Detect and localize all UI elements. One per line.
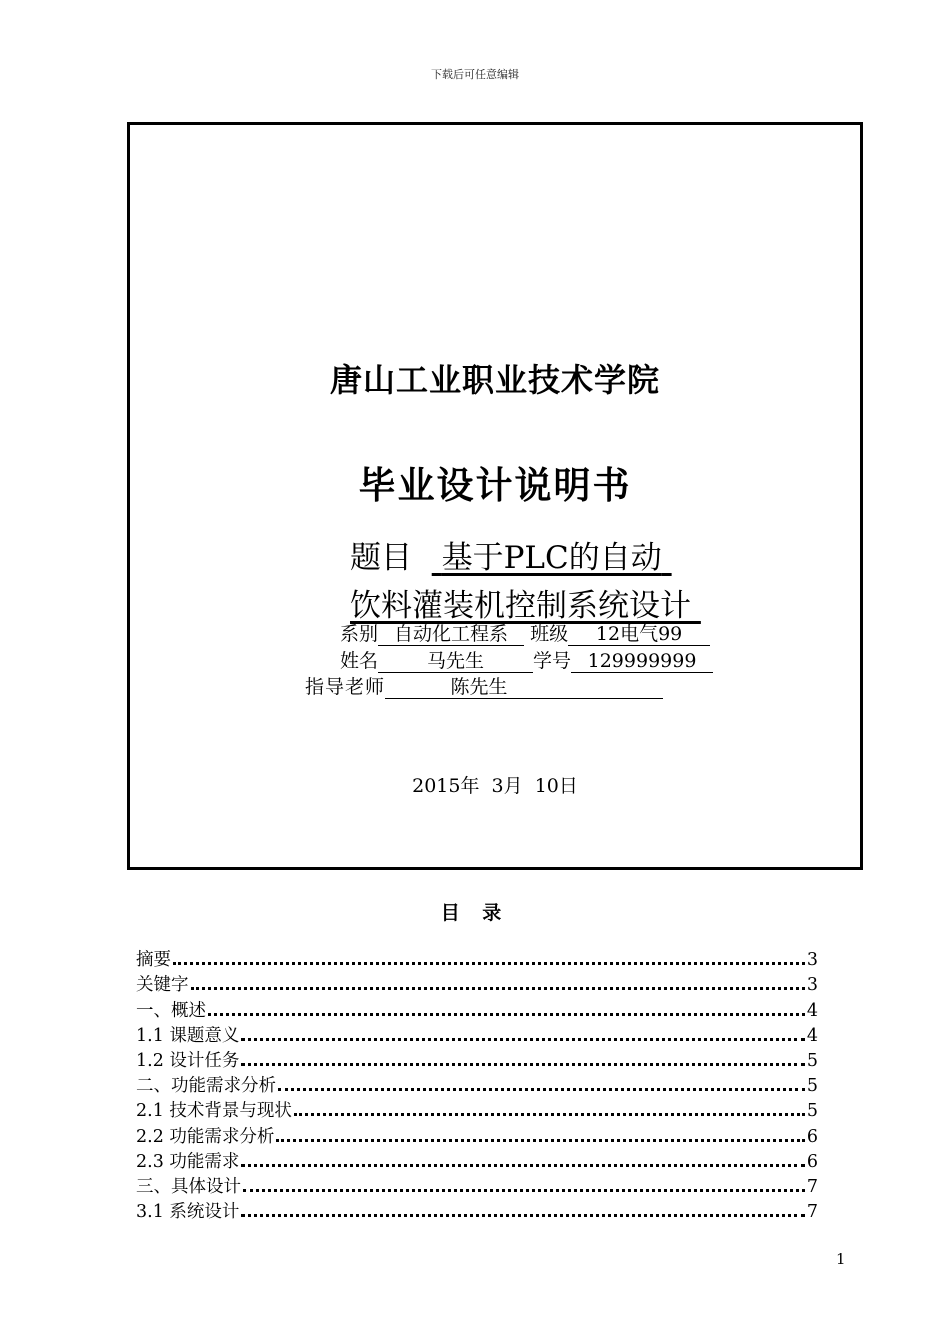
toc-leader <box>241 1214 804 1217</box>
toc-heading: 目 录 <box>440 902 510 924</box>
toc-item[interactable]: 一、概述 4 <box>136 1000 818 1021</box>
document-title: 毕业设计说明书 <box>358 463 632 507</box>
toc-leader <box>191 987 805 990</box>
toc-item[interactable]: 二、功能需求分析 5 <box>136 1076 818 1097</box>
advisor-label: 指导老师 <box>305 676 386 698</box>
toc-leader <box>241 1063 804 1066</box>
name-label: 姓名 <box>340 650 379 672</box>
page-number: 1 <box>836 1250 846 1268</box>
dept-class-row <box>340 621 710 647</box>
toc-item[interactable]: 关键字 3 <box>136 975 818 996</box>
toc-item[interactable]: 1.2 设计任务 5 <box>136 1050 818 1071</box>
cover-frame <box>127 122 863 870</box>
advisor-row <box>305 674 663 700</box>
class-label: 班级 <box>530 623 569 645</box>
advisor-value: 陈先生 <box>450 676 508 698</box>
toc-leader <box>241 1164 804 1167</box>
toc-leader <box>241 1038 804 1041</box>
toc-item[interactable]: 2.3 功能需求 6 <box>136 1151 818 1172</box>
toc-leader <box>276 1139 804 1142</box>
name-value: 马先生 <box>378 650 533 673</box>
subject-line-1 <box>350 532 672 577</box>
toc-item[interactable]: 1.1 课题意义 4 <box>136 1025 818 1046</box>
subject-value-1: 基于PLC的自动 <box>441 540 662 576</box>
toc-leader <box>278 1088 805 1091</box>
id-label: 学号 <box>533 650 572 672</box>
id-value: 129999999 <box>571 650 713 673</box>
toc-item[interactable]: 2.2 功能需求分析 6 <box>136 1126 818 1147</box>
subject-value-2: 饮料灌装机控制系统设计 <box>350 588 691 624</box>
class-value: 12电气99 <box>568 623 710 646</box>
name-id-row <box>340 648 713 674</box>
subject-line-2 <box>350 580 701 625</box>
dept-label: 系别 <box>340 623 379 645</box>
toc-item[interactable]: 3.1 系统设计 7 <box>136 1202 818 1223</box>
toc-item[interactable]: 2.1 技术背景与现状 5 <box>136 1101 818 1122</box>
cover-date: 2015年 3月 10日 <box>412 775 578 797</box>
toc-leader <box>294 1113 805 1116</box>
toc-item[interactable]: 三、具体设计 7 <box>136 1176 818 1197</box>
subject-label: 题目 <box>350 540 412 576</box>
toc-leader <box>208 1013 805 1016</box>
toc-item[interactable]: 摘要 3 <box>136 950 818 971</box>
toc-leader <box>243 1189 805 1192</box>
toc-leader <box>173 962 805 965</box>
dept-value: 自动化工程系 <box>378 623 524 646</box>
table-of-contents <box>136 946 818 1223</box>
header-note: 下载后可任意编辑 <box>431 68 519 81</box>
advisor-value-line <box>385 676 663 699</box>
school-name: 唐山工业职业技术学院 <box>329 361 660 399</box>
